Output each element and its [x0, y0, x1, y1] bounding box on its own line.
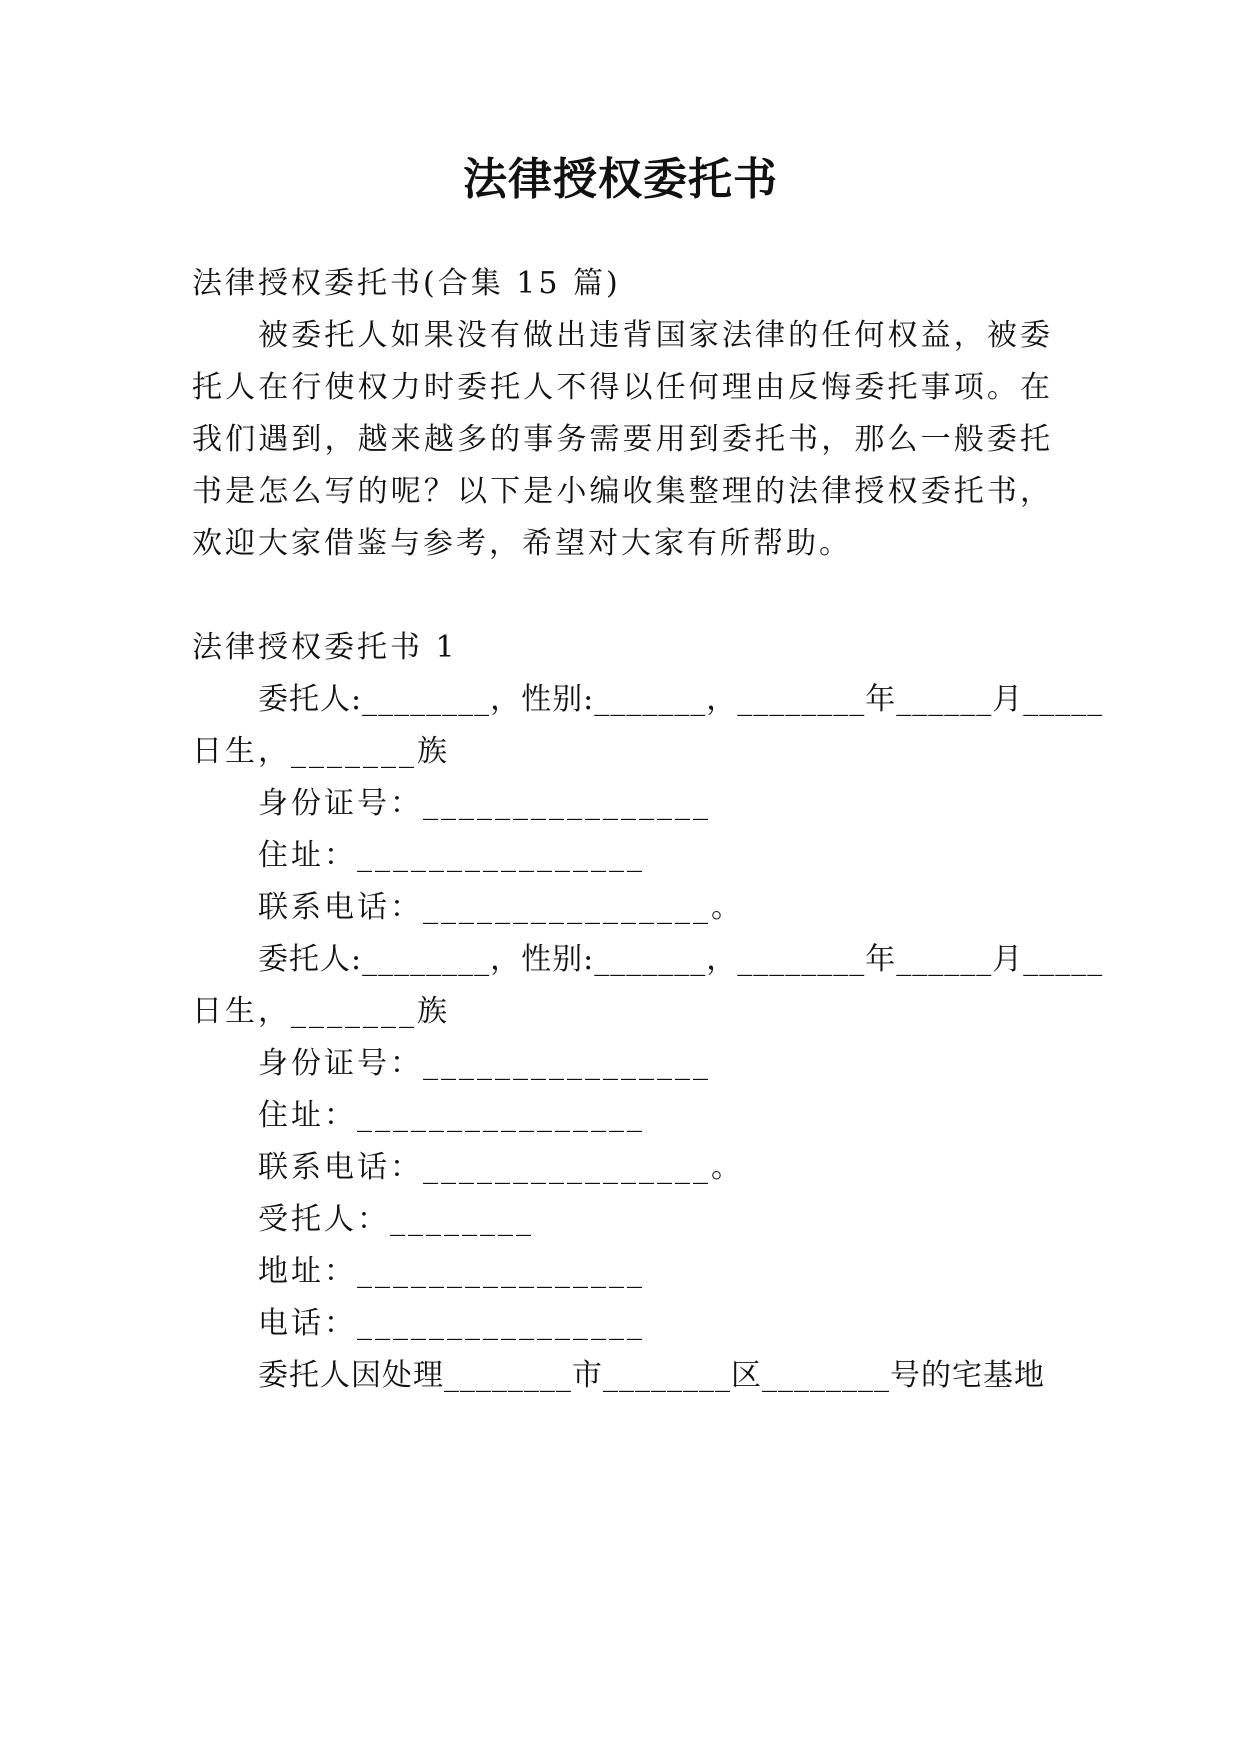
- form-line-phone: 联系电话：________________。: [258, 890, 744, 925]
- form-line-phone: 联系电话：________________。: [258, 1150, 744, 1185]
- intro-line: 欢迎大家借鉴与参考，希望对大家有所帮助。: [192, 526, 852, 561]
- form-line-address: 住址：________________: [258, 838, 645, 873]
- intro-line: 书是怎么写的呢？以下是小编收集整理的法律授权委托书，: [192, 474, 1050, 509]
- form-line-id: 身份证号：________________: [258, 1046, 711, 1081]
- form-line-matter: 委托人因处理________市________区________号的宅基地: [258, 1358, 1045, 1393]
- intro-line: 我们遇到，越来越多的事务需要用到委托书，那么一般委托: [192, 422, 1050, 457]
- form-line-agent: 受托人：________: [258, 1202, 534, 1237]
- form-line-address: 住址：________________: [258, 1098, 645, 1133]
- intro-line: 托人在行使权力时委托人不得以任何理由反悔委托事项。在: [192, 370, 1050, 405]
- document-subtitle: 法律授权委托书(合集 15 篇): [192, 266, 621, 301]
- form-line-id: 身份证号：________________: [258, 786, 711, 821]
- form-line-principal: 委托人:________，性别:_______，________年______月_____: [258, 682, 1104, 717]
- document-title: 法律授权委托书: [463, 154, 778, 205]
- form-line-agent-phone: 电话：________________: [258, 1306, 645, 1341]
- section-heading: 法律授权委托书 1: [192, 630, 458, 665]
- form-line-birth: 日生，_______族: [192, 994, 450, 1029]
- form-line-agent-address: 地址：________________: [258, 1254, 645, 1289]
- intro-line: 被委托人如果没有做出违背国家法律的任何权益，被委: [258, 318, 1050, 353]
- form-line-birth: 日生，_______族: [192, 734, 450, 769]
- form-line-principal: 委托人:________，性别:_______，________年______月_____: [258, 942, 1104, 977]
